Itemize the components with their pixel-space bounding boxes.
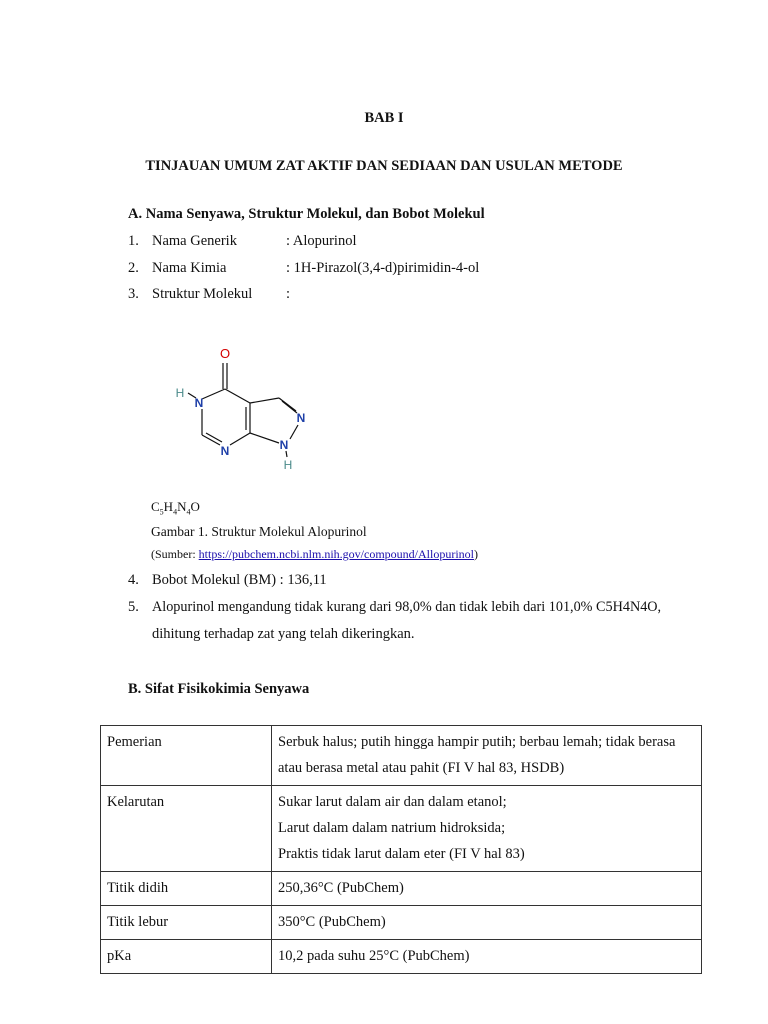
page-title: TINJAUAN UMUM ZAT AKTIF DAN SEDIAAN DAN USULAN METODE <box>145 158 623 174</box>
table-row <box>101 726 702 786</box>
property-name: Kelarutan <box>101 786 272 872</box>
property-name: Titik didih <box>101 872 272 906</box>
property-value: 250,36°C (PubChem) <box>272 872 702 906</box>
item-label: Struktur Molekul <box>152 286 253 302</box>
property-value: Sukar larut dalam air dan dalam etanol; Larut dalam dalam natrium hidroksida; Praktis tidak larut dalam eter (FI V hal 83) <box>272 786 702 872</box>
chapter-heading: BAB I <box>364 110 404 126</box>
item-label: Nama Generik <box>152 233 237 249</box>
hydrogen-atom-label: H <box>283 458 293 472</box>
figure-source: (Sumber: https://pubchem.ncbi.nlm.nih.gov/compound/Allopurinol) <box>151 547 478 561</box>
table-row <box>101 940 702 974</box>
table-row <box>101 906 702 940</box>
table-row <box>101 872 702 906</box>
section-a-heading: A. Nama Senyawa, Struktur Molekul, dan Bobot Molekul <box>128 206 485 222</box>
item-value: : Alopurinol <box>286 233 357 249</box>
property-value: 350°C (PubChem) <box>272 906 702 940</box>
item-number: 5. <box>128 599 139 615</box>
molecular-weight: Bobot Molekul (BM) : 136,11 <box>152 572 327 588</box>
oxygen-atom-label: O <box>219 346 231 361</box>
item-value: : 1H-Pirazol(3,4-d)pirimidin-4-ol <box>286 260 480 276</box>
property-name: pKa <box>101 940 272 974</box>
hydrogen-atom-label: H <box>175 386 185 400</box>
nitrogen-atom-label: N <box>279 438 289 452</box>
item-number: 1. <box>128 233 139 249</box>
property-name: Pemerian <box>101 726 272 786</box>
purity-text-line: Alopurinol mengandung tidak kurang dari 98,0% dan tidak lebih dari 101,0% C5H4N4O, <box>152 599 662 615</box>
purity-text-line: dihitung terhadap zat yang telah dikeringkan. <box>152 626 415 642</box>
property-name: Titik lebur <box>101 906 272 940</box>
property-value: 10,2 pada suhu 25°C (PubChem) <box>272 940 702 974</box>
item-number: 2. <box>128 260 139 276</box>
source-link[interactable]: https://pubchem.ncbi.nlm.nih.gov/compound/Allopurinol <box>198 547 474 561</box>
section-b-heading: B. Sifat Fisikokimia Senyawa <box>128 681 310 697</box>
molecular-formula: $C_5H_4N_4O$ <box>151 499 200 517</box>
physicochemical-table <box>100 725 702 974</box>
item-number: 4. <box>128 572 139 588</box>
item-label: Nama Kimia <box>152 260 227 276</box>
nitrogen-atom-label: N <box>296 411 306 425</box>
nitrogen-atom-label: N <box>194 396 204 410</box>
molecular-structure-diagram <box>160 335 350 475</box>
table-row <box>101 786 702 872</box>
figure-caption: Gambar 1. Struktur Molekul Alopurinol <box>151 524 367 539</box>
property-value: Serbuk halus; putih hingga hampir putih; berbau lemah; tidak berasa atau berasa metal atau pahit (FI V hal 83, HSDB) <box>272 726 702 786</box>
item-number: 3. <box>128 286 139 302</box>
item-value: : <box>286 286 291 302</box>
nitrogen-atom-label: N <box>220 444 230 458</box>
